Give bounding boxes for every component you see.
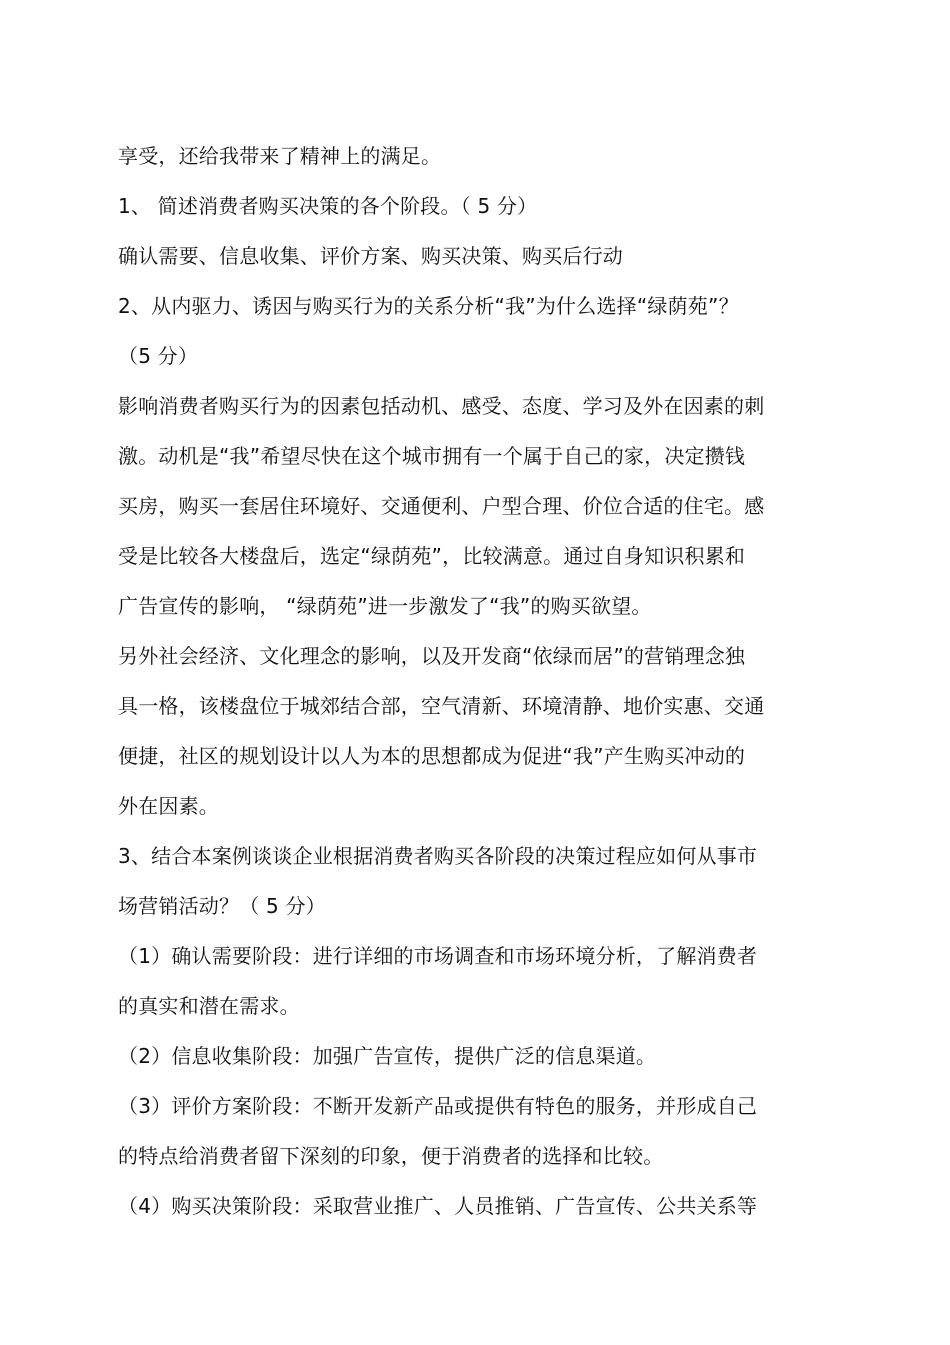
question-3-line: 场营销活动？（ 5 分） xyxy=(118,894,326,918)
answer-3-item-4: （4）购买决策阶段：采取营业推广、人员推销、广告宣传、公共关系等 xyxy=(118,1194,758,1218)
answer-2-line: 买房，购买一套居住环境好、交通便利、户型合理、价位合适的住宅。感 xyxy=(118,494,765,518)
question-1-line: 1、 简述消费者购买决策的各个阶段。（ 5 分） xyxy=(118,194,538,218)
answer-2-line: 便捷，社区的规划设计以人为本的思想都成为促进“我”产生购买冲动的 xyxy=(118,744,746,768)
answer-2-line: 激。动机是“我”希望尽快在这个城市拥有一个属于自己的家，决定攒钱 xyxy=(118,444,746,468)
answer-3-item-2: （2）信息收集阶段：加强广告宣传，提供广泛的信息渠道。 xyxy=(118,1044,657,1068)
question-3-line: 3、结合本案例谈谈企业根据消费者购买各阶段的决策过程应如何从事市 xyxy=(118,844,758,868)
answer-2-line: 影响消费者购买行为的因素包括动机、感受、态度、学习及外在因素的刺 xyxy=(118,394,765,418)
answer-2-line: 具一格，该楼盘位于城郊结合部，空气清新、环境清静、地价实惠、交通 xyxy=(118,694,765,718)
paragraph-line: 享受，还给我带来了精神上的满足。 xyxy=(118,144,442,168)
answer-1-line: 确认需要、信息收集、评价方案、购买决策、购买后行动 xyxy=(118,244,623,268)
answer-2-line: 受是比较各大楼盘后，选定“绿荫苑”，比较满意。通过自身知识积累和 xyxy=(118,544,746,568)
answer-3-item-1: （1）确认需要阶段：进行详细的市场调查和市场环境分析，了解消费者 xyxy=(118,944,758,968)
answer-3-item-3: （3）评价方案阶段：不断开发新产品或提供有特色的服务，并形成自己 xyxy=(118,1094,758,1118)
answer-3-item-1: 的真实和潜在需求。 xyxy=(118,994,300,1018)
answer-2-line: 广告宣传的影响， “绿荫苑”进一步激发了“我”的购买欲望。 xyxy=(118,594,652,618)
question-2-line: 2、从内驱力、诱因与购买行为的关系分析“我”为什么选择“绿荫苑”？ xyxy=(118,294,739,318)
answer-2-line: 另外社会经济、文化理念的影响，以及开发商“依绿而居”的营销理念独 xyxy=(118,644,746,668)
answer-2-line: 外在因素。 xyxy=(118,794,219,818)
answer-3-item-3: 的特点给消费者留下深刻的印象，便于消费者的选择和比较。 xyxy=(118,1144,664,1168)
question-2-score-line: （5 分） xyxy=(118,344,199,368)
